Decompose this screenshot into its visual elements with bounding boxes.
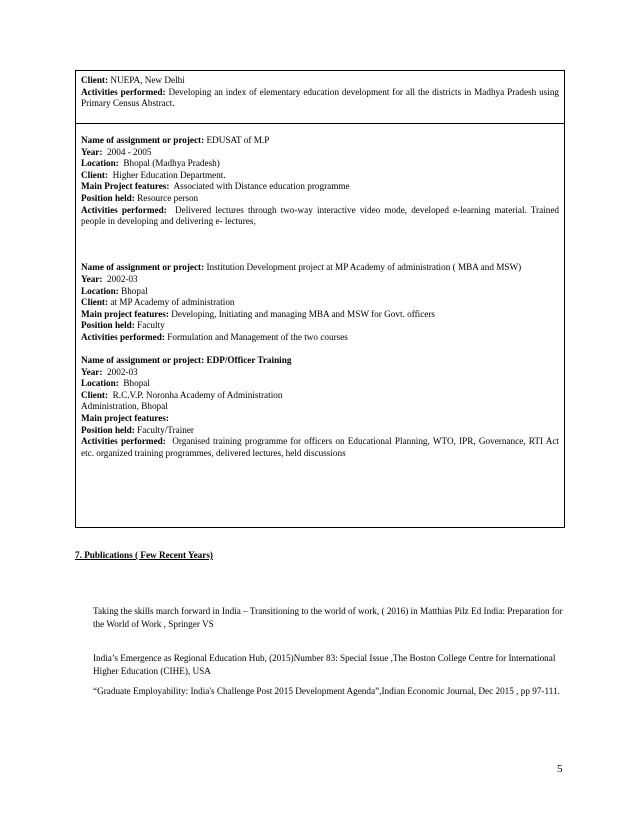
publications-heading: 7. Publications ( Few Recent Years) <box>75 550 213 560</box>
project-name-row <box>81 355 559 367</box>
client-label: Client: <box>81 297 109 308</box>
location-row <box>81 158 559 170</box>
location-value: Bhopal <box>121 285 148 296</box>
client-value: R.C.V.P. Noronha Academy of Administration <box>112 389 283 400</box>
activities-label: Activities performed: <box>81 331 165 342</box>
assignment-block-nuepa <box>76 71 564 124</box>
spacer <box>81 251 559 263</box>
features-label: Main project features: <box>81 413 169 424</box>
activities-label: Activities performed: <box>81 204 167 215</box>
features-row <box>81 309 559 321</box>
location-label: Location: <box>81 378 119 389</box>
project-name-label: Name of assignment or project: <box>81 135 205 145</box>
assignment-block-edp-training <box>81 355 559 459</box>
client-value: Higher Education Department. <box>112 169 226 180</box>
year-value: 2002-03 <box>107 273 138 284</box>
activities-row <box>81 436 559 459</box>
features-label: Main Project features: <box>81 181 170 192</box>
client-label: Client: <box>81 169 109 180</box>
client-row <box>81 170 559 182</box>
activities-value: Formulation and Management of the two courses <box>167 331 348 342</box>
client-row <box>81 297 559 309</box>
client-value: NUEPA, New Delhi <box>110 75 185 85</box>
location-value: Bhopal <box>123 378 150 389</box>
features-label: Main project features: <box>81 308 169 319</box>
position-row <box>81 193 559 205</box>
position-row <box>81 425 559 437</box>
project-name-row <box>81 135 559 147</box>
position-value: Resource person <box>137 192 199 203</box>
year-row <box>81 274 559 286</box>
client-row <box>81 390 559 402</box>
year-row <box>81 147 559 159</box>
spacer <box>81 228 559 251</box>
position-value: Faculty/Trainer <box>137 424 194 435</box>
assignment-block-edusat <box>81 135 559 228</box>
activities-value: Delivered lectures through two-way interactive video mode, developed e-learning material. Trained people in developing and delivering e- lectures, <box>81 204 559 227</box>
features-value: Associated with Distance education programme <box>173 181 350 192</box>
position-value: Faculty <box>137 320 165 331</box>
year-row <box>81 367 559 379</box>
location-label: Location: <box>81 285 119 296</box>
page-number: 5 <box>557 763 563 775</box>
project-name-row <box>81 262 559 274</box>
project-name-value: EDP/Officer Training <box>206 355 292 366</box>
publication-item: “Graduate Employability: India's Challenge Post 2015 Development Agenda”,Indian Economic Journal, Dec 2015 , pp 97-111. <box>93 686 560 696</box>
client-value: at MP Academy of administration <box>110 297 235 308</box>
features-row <box>81 181 559 193</box>
assignment-block-mp-academy <box>81 262 559 343</box>
year-label: Year: <box>81 146 103 157</box>
project-name-value: EDUSAT of M.P <box>206 135 270 145</box>
activities-label: Activities performed: <box>81 86 166 97</box>
client-row <box>81 75 559 87</box>
client-row-continued <box>81 401 559 413</box>
location-row <box>81 286 559 298</box>
activities-row <box>81 87 559 110</box>
activities-row <box>81 205 559 228</box>
spacer <box>81 344 559 356</box>
position-row <box>81 320 559 332</box>
location-value: Bhopal (Madhya Pradesh) <box>123 158 220 169</box>
project-name-label: Name of assignment or project: <box>81 355 205 366</box>
location-row <box>81 378 559 390</box>
publication-item: India’s Emergence as Regional Education Hub, (2015)Number 83: Special Issue ,The Boston College Centre for International Higher Education (CIHE), USA <box>93 653 556 676</box>
activities-row <box>81 332 559 344</box>
activities-value: Organised training programme for officers on Educational Planning, WTO, IPR, Governance, RTI Act etc. organized training programmes, delivered lectures, held discussions <box>81 436 559 458</box>
project-name-value: Institution Development project at MP Academy of administration ( MBA and MSW) <box>206 262 522 273</box>
location-label: Location: <box>81 158 119 169</box>
position-label: Position held: <box>81 192 135 203</box>
assignment-blocks <box>76 124 564 529</box>
project-name-label: Name of assignment or project: <box>81 262 205 273</box>
publication-item: Taking the skills march forward in India – Transitioning to the world of work, ( 2016) in Matthias Pilz Ed India: Preparation for the World of Work , Springer VS <box>93 606 563 629</box>
year-label: Year: <box>81 273 103 284</box>
activities-value: Developing an index of elementary education development for all the districts in Madhya Pradesh using Primary Census Abstract. <box>81 86 560 109</box>
activities-label: Activities performed: <box>81 436 166 447</box>
client-label: Client: <box>81 75 109 85</box>
position-label: Position held: <box>81 320 135 331</box>
assignments-table <box>75 70 565 528</box>
client-value-continued: Administration, Bhopal <box>81 401 168 412</box>
client-label: Client: <box>81 389 109 400</box>
features-value: Developing, Initiating and managing MBA and MSW for Govt. officers <box>171 308 435 319</box>
year-value: 2004 - 2005 <box>107 146 152 157</box>
features-row <box>81 413 559 425</box>
position-label: Position held: <box>81 424 135 435</box>
year-value: 2002-03 <box>107 366 138 377</box>
year-label: Year: <box>81 366 103 377</box>
